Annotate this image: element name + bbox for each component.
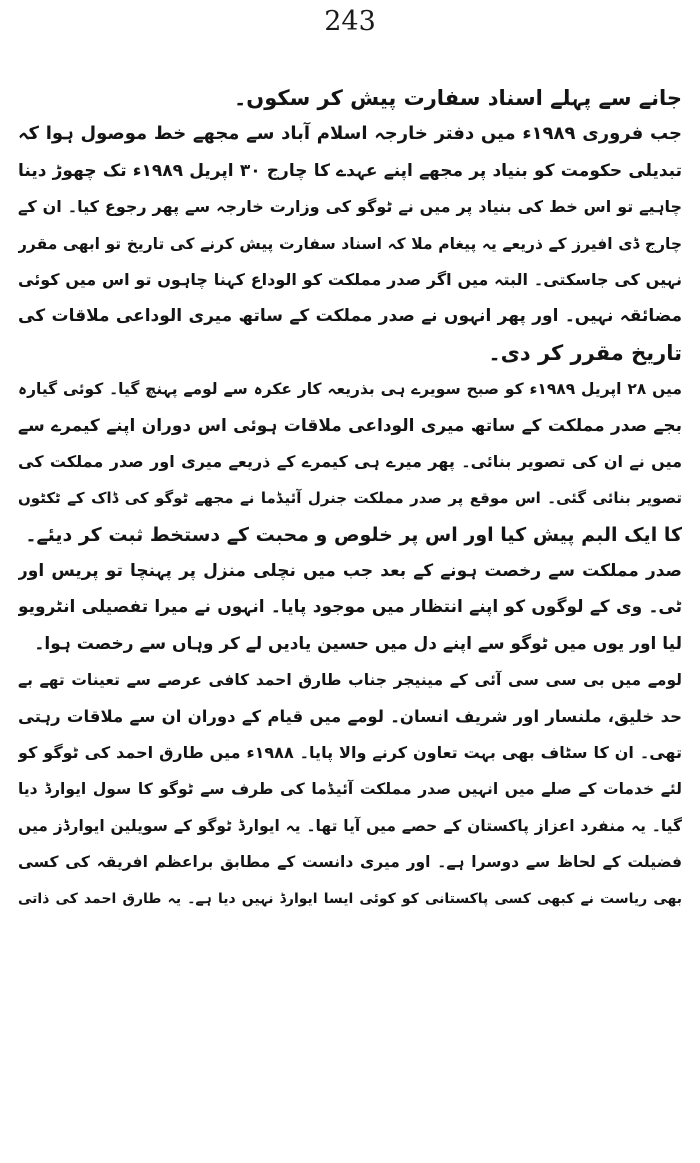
text-line: نہیں کی جاسکتی۔ البتہ میں اگر صدر مملکت کو الوداع کہنا چاہوں تو اس میں کوئی — [18, 269, 682, 289]
text-line: لئے خدمات کے صلے میں انہیں صدر مملکت آئیڈما کی طرف سے ٹوگو کا سول ایوارڈ دیا — [18, 780, 682, 799]
text-line: حد خلیق، ملنسار اور شریف انسان۔ لومے میں قیام کے دوران ان سے ملاقات رہتی — [18, 706, 682, 726]
text-line: گیا۔ یہ منفرد اعزاز پاکستان کے حصے میں آیا تھا۔ یہ ایوارڈ ٹوگو کے سویلین ایوارڈز میں — [18, 816, 682, 835]
text-line: بجے صدر مملکت کے ساتھ میری الوداعی ملاقات ہوئی اس دوران اپنے کیمرے سے — [18, 415, 682, 436]
text-line: فضیلت کے لحاظ سے دوسرا ہے۔ اور میری دانست کے مطابق براعظم افریقہ کی کسی — [18, 853, 682, 872]
text-line: مضائقہ نہیں۔ اور پھر انہوں نے صدر مملکت کے ساتھ میری الوداعی ملاقات کی — [18, 306, 682, 327]
text-line: صدر مملکت سے رخصت ہونے کے بعد جب میں نچلی منزل پر پہنچا تو پریس اور — [18, 561, 682, 582]
body-text — [18, 80, 682, 917]
text-line: تاریخ مقرر کر دی۔ — [488, 340, 682, 365]
text-line: تبدیلی حکومت کو بنیاد پر مجھے اپنے عہدے کا چارج ۳۰ اپریل ۱۹۸۹ء تک چھوڑ دینا — [18, 160, 682, 181]
text-line: میں نے ان کی تصویر بنائی۔ پھر میرے ہی کیمرے کے ذریعے میری اور صدر مملکت کی — [18, 451, 682, 471]
text-line: ٹی۔ وی کے لوگوں کو اپنے انتظار میں موجود پایا۔ انہوں نے میرا تفصیلی انٹرویو — [18, 597, 682, 618]
text-line: جانے سے پہلے اسناد سفارت پیش کر سکوں۔ — [233, 86, 682, 110]
text-line: میں ۲۸ اپریل ۱۹۸۹ء کو صبح سویرے ہی بذریعہ کار عکرہ سے لومے پہنچ گیا۔ کوئی گیارہ — [18, 380, 682, 399]
page-number: 243 — [324, 6, 376, 37]
text-line: لیا اور یوں میں ٹوگو سے اپنے دل میں حسین یادیں لے کر وہاں سے رخصت ہوا۔ — [34, 633, 682, 654]
text-line: لومے میں بی سی سی آئی کے مینیجر جناب طارق احمد کافی عرصے سے تعینات تھے بے — [18, 671, 682, 690]
text-line: جب فروری ۱۹۸۹ء میں دفتر خارجہ اسلام آباد سے مجھے خط موصول ہوا کہ — [18, 123, 682, 145]
text-line: چارج ڈی افیرز کے ذریعے یہ پیغام ملا کہ اسناد سفارت پیش کرنے کی تاریخ تو ابھی مقرر — [18, 234, 682, 253]
text-line: چاہیے تو اس خط کی بنیاد پر میں نے ٹوگو کی وزارت خارجہ سے پھر رجوع کیا۔ ان کے — [18, 197, 682, 217]
text-line: بھی ریاست نے کبھی کسی پاکستانی کو کوئی ایسا ایوارڈ نہیں دیا ہے۔ یہ طارق احمد کی ذاتی — [18, 890, 682, 907]
text-line: کا ایک البم پیش کیا اور اس پر خلوص و محبت کے دستخط ثبت کر دیئے۔ — [25, 523, 682, 546]
text-line: تھی۔ ان کا سٹاف بھی بہت تعاون کرنے والا پایا۔ ۱۹۸۸ء میں طارق احمد کی ٹوگو کو — [18, 743, 682, 763]
text-line: تصویر بنائی گئی۔ اس موقع پر صدر مملکت جنرل آئیڈما نے مجھے ٹوگو کی ڈاک کے ٹکٹوں — [18, 489, 682, 508]
